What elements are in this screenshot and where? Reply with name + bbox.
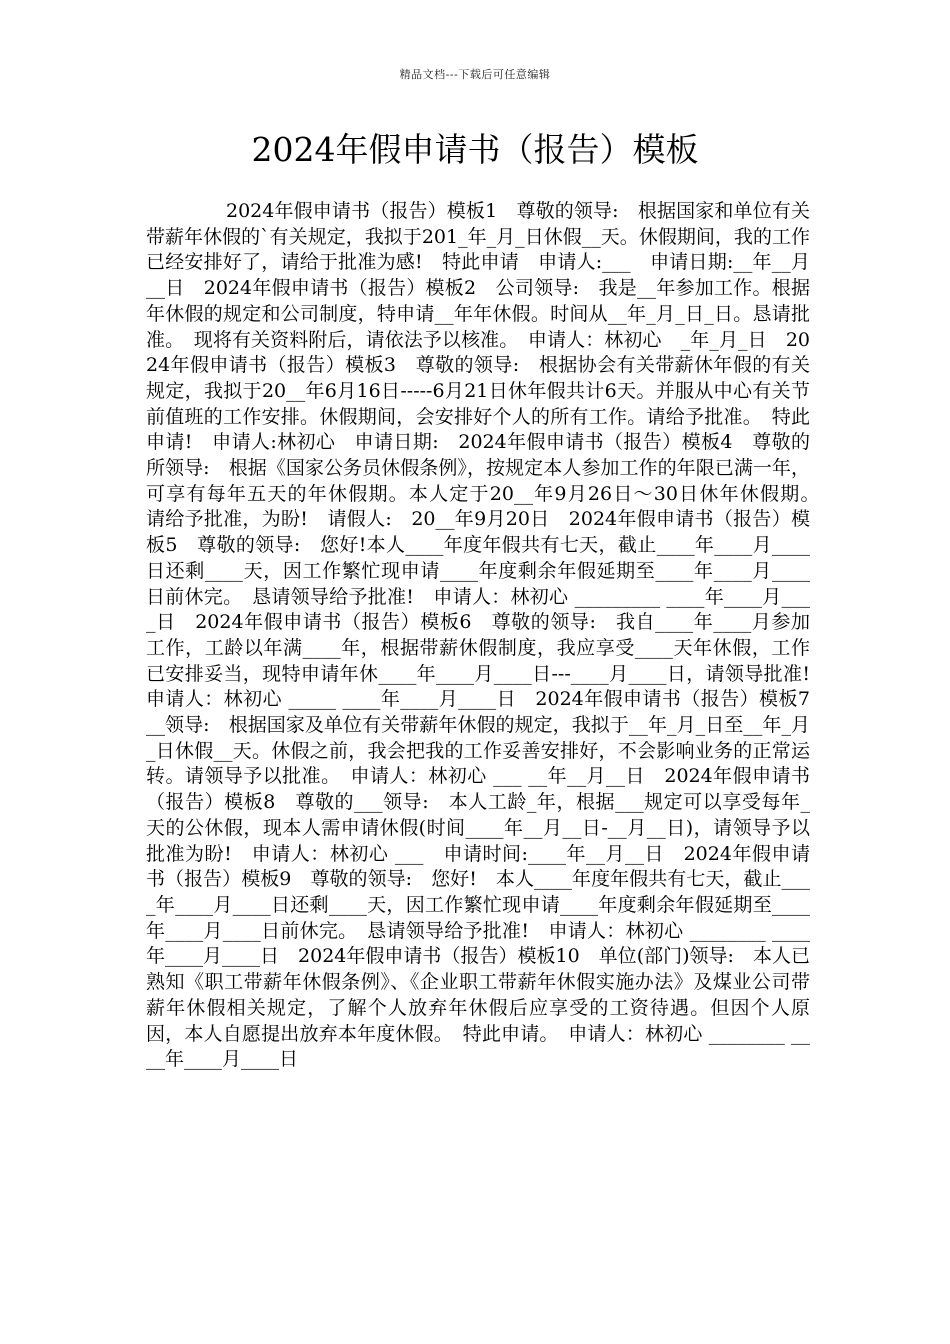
document-body: 2024年假申请书（报告）模板1 尊敬的领导: 根据国家和单位有关带薪年休假的`有关规定，我拟于201_年_月_日休假__天。休假期间，我的工作已经安排好了，请给于批准为感! 特此申请 申请人:___ 申请日期:__年__月__日 2024年假申请书（报告）模板2 公司领导: 我是__年参加工作。根据年休假的规定和公司制度，特申请__年年休假。时间从__年_月_日_日。恳请批准。 现将有关资料附后，请依法予以核准。 申请人：林初心 _年_月_日 2024年假申请书（报告）模板3 尊敬的领导: 根据协会有关带薪休年假的有关规定，我拟于20__年6月16日-----6月21日休年假共计6天。并服从中心有关节前值班的工作安排。休假期间，会安排好个人的所有工作。请给予批准。 特此申请! 申请人:林初心 申请日期: 2024年假申请书（报告）模板4 尊敬的所领导: 根据《国家公务员休假条例》，按规定本人参加工作的年限已满一年，可享有每年五天的年休假期。本人定于20__年9月26日～30日休年休假期。 请给予批准，为盼! 请假人: 20__年9月20日 2024年假申请书（报告）模板5 尊敬的领导: 您好!本人____年度年假共有七天，截止____年____月____日还剩____天，因工作繁忙现申请____年度剩余年假延期至____年____月____日前休完。 恳请领导给予批准! 申请人：林初心 _________ ____年____月____日 2024年假申请书（报告）模板6 尊敬的领导: 我自____年____月参加工作，工龄以年满____年，根据带薪休假制度，我应享受____天年休假，工作已安排妥当，现特申请年休____年____月____日---____月____日，请领导批准! 申请人：林初心 _____ ____年____月____日 2024年假申请书（报告）模板7 __领导: 根据国家及单位有关带薪年休假的规定，我拟于__年_月_日至__年_月_日休假__天。休假之前，我会把我的工作妥善安排好，不会影响业务的正常运转。请领导予以批准。 申请人：林初心 ___ __年__月__日 2024年假申请书（报告）模板8 尊敬的___领导: 本人工龄_年，根据___规定可以享受每年_天的公休假，现本人需申请休假(时间____年__月__日-__月__日)，请领导予以批准为盼! 申请人：林初心 ___ 申请时间:____年__月__日 2024年假申请书（报告）模板9 尊敬的领导: 您好! 本人____年度年假共有七天，截止____年____月____日还剩____天，因工作繁忙现申请____年度剩余年假延期至____年____月____日前休完。 恳请领导给予批准! 申请人：林初心 ________ ____年____月____日 2024年假申请书（报告）模板10 单位(部门)领导: 本人已熟知《职工带薪年休假条例》、《企业职工带薪年休假实施办法》及煤业公司带薪年休假相关规定，了解个人放弃年休假后应享受的工资待遇。但因个人原因，本人自愿提出放弃本年度休假。 特此申请。 申请人：林初心 ________ ____年____月____日 <box>146 200 830 1071</box>
document-title: 2024年假申请书（报告）模板 <box>251 130 699 169</box>
header-note: 精品文档---下载后可任意编辑 <box>399 68 551 81</box>
